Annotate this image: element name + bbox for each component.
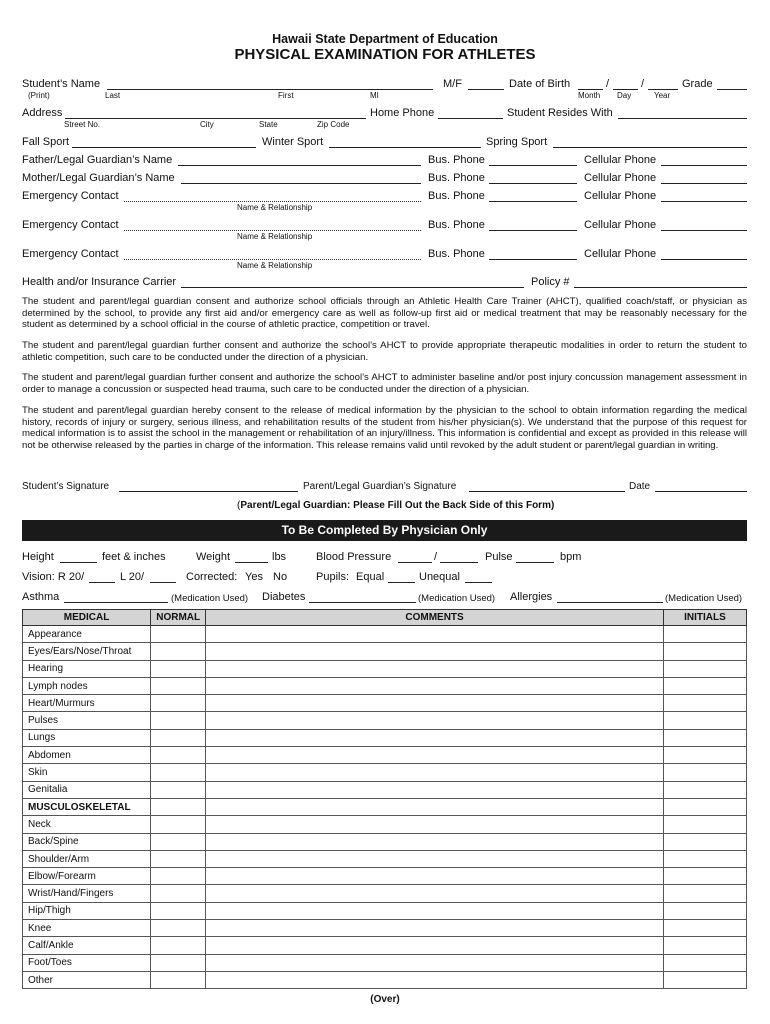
table-row [23,764,747,781]
pulse-label: Pulse [485,551,513,563]
emergency-1-cell-field[interactable] [661,201,747,202]
exam-item-label: Hearing [23,660,151,677]
normal-cell[interactable] [151,798,206,815]
exam-item-label: Abdomen [23,747,151,764]
comments-cell[interactable] [206,764,664,781]
emergency-3-bus-field[interactable] [489,259,577,260]
normal-cell[interactable] [151,850,206,867]
emergency-2-label: Emergency Contact [22,219,119,231]
parent-signature-label: Parent/Legal Guardian’s Signature [303,481,457,492]
policy-field[interactable] [574,287,747,288]
emergency-1-bus-field[interactable] [489,201,577,202]
table-row [23,937,747,954]
emergency-3-hint: Name & Relationship [237,261,313,270]
table-header-row [23,610,747,626]
weight-label: Weight [196,551,231,563]
emergency-3-cell-label: Cellular Phone [584,248,657,260]
exam-item-label: Eyes/Ears/Nose/Throat [23,643,151,660]
normal-cell[interactable] [151,626,206,643]
over-note: (Over) [370,994,400,1005]
pulse-field[interactable] [516,562,554,563]
comments-cell[interactable] [206,677,664,694]
exam-item-label: Wrist/Hand/Fingers [23,885,151,902]
dob-slash-1: / [606,78,610,90]
normal-cell[interactable] [151,781,206,798]
comments-cell[interactable] [206,626,664,643]
allergies-field[interactable] [557,602,663,603]
initials-cell[interactable] [663,781,746,798]
normal-cell[interactable] [151,816,206,833]
back-side-note-paren: ( [237,500,241,511]
initials-cell[interactable] [663,695,746,712]
initials-cell[interactable] [663,850,746,867]
state-hint: State [259,120,278,129]
table-row [23,677,747,694]
initials-cell[interactable] [663,833,746,850]
winter-sport-field[interactable] [329,147,481,148]
table-row [23,781,747,798]
exam-item-label: Neck [23,816,151,833]
vision-right-field[interactable] [89,582,115,583]
header-normal: NORMAL [151,610,206,626]
table-row [23,868,747,885]
comments-cell[interactable] [206,781,664,798]
address-label: Address [22,107,63,119]
physician-only-banner: To Be Completed By Physician Only [22,520,747,541]
initials-cell[interactable] [663,626,746,643]
zip-hint: Zip Code [317,120,350,129]
exam-item-label: Genitalia [23,781,151,798]
month-hint: Month [578,91,601,100]
normal-cell[interactable] [151,643,206,660]
address-field[interactable] [65,118,366,119]
initials-cell[interactable] [663,816,746,833]
father-bus-phone-label: Bus. Phone [428,154,485,166]
bpm-label: bpm [560,551,582,563]
fall-sport-field[interactable] [72,147,256,148]
date-label: Date [629,481,651,492]
initials-cell[interactable] [663,868,746,885]
back-side-note [237,500,554,511]
table-row [23,971,747,988]
table-row [23,626,747,643]
normal-cell[interactable] [151,937,206,954]
allergies-medication-label: (Medication Used) [665,593,743,604]
comments-cell[interactable] [206,971,664,988]
comments-cell[interactable] [206,798,664,815]
allergies-label: Allergies [510,591,553,603]
normal-cell[interactable] [151,902,206,919]
table-row [23,798,747,815]
vision-left-field[interactable] [150,582,176,583]
initials-cell[interactable] [663,764,746,781]
pupils-equal-label: Equal [356,571,385,583]
winter-sport-label: Winter Sport [262,136,324,148]
emergency-1-bus-label: Bus. Phone [428,190,485,202]
initials-cell[interactable] [663,798,746,815]
date-field[interactable] [655,491,747,492]
normal-cell[interactable] [151,660,206,677]
dob-day-field[interactable] [613,89,638,90]
table-row [23,816,747,833]
table-row [23,695,747,712]
exam-item-label: Back/Spine [23,833,151,850]
table-row [23,660,747,677]
emergency-1-hint: Name & Relationship [237,203,313,212]
normal-cell[interactable] [151,868,206,885]
pupils-equal-field[interactable] [388,582,415,583]
table-row [23,712,747,729]
bp-slash: / [434,551,438,563]
vision-right-label: Vision: R 20/ [22,571,85,583]
corrected-yes-option[interactable]: Yes [245,571,263,583]
table-row [23,902,747,919]
normal-cell[interactable] [151,747,206,764]
table-row [23,920,747,937]
table-row [23,885,747,902]
comments-cell[interactable] [206,816,664,833]
table-row [23,833,747,850]
comments-cell[interactable] [206,747,664,764]
pupils-unequal-field[interactable] [465,582,492,583]
emergency-1-label: Emergency Contact [22,190,119,202]
resides-with-field[interactable] [618,118,747,119]
exam-item-label: Shoulder/Arm [23,850,151,867]
normal-cell[interactable] [151,833,206,850]
home-phone-field[interactable] [438,118,503,119]
mother-bus-phone-label: Bus. Phone [428,172,485,184]
exam-item-label: Pulses [23,712,151,729]
emergency-2-cell-label: Cellular Phone [584,219,657,231]
father-bus-phone-field[interactable] [489,165,577,166]
exam-item-label: Elbow/Forearm [23,868,151,885]
emergency-3-field[interactable] [124,259,421,260]
initials-cell[interactable] [663,729,746,746]
parent-signature-field[interactable] [469,491,625,492]
student-signature-field[interactable] [119,491,298,492]
spring-sport-field[interactable] [553,147,747,148]
policy-label: Policy # [531,276,570,288]
normal-cell[interactable] [151,971,206,988]
normal-cell[interactable] [151,920,206,937]
medical-exam-table [22,609,747,989]
initials-cell[interactable] [663,747,746,764]
table-row [23,850,747,867]
comments-cell[interactable] [206,902,664,919]
father-cell-label: Cellular Phone [584,154,657,166]
day-hint: Day [617,91,632,100]
comments-cell[interactable] [206,833,664,850]
pupils-label: Pupils: [316,571,350,583]
height-label: Height [22,551,54,563]
vision-left-label: L 20/ [120,571,145,583]
normal-cell[interactable] [151,695,206,712]
table-row [23,747,747,764]
corrected-label: Corrected: [186,571,238,583]
exam-item-label: Calf/Ankle [23,937,151,954]
insurance-field[interactable] [181,287,524,288]
asthma-label: Asthma [22,591,60,603]
dob-year-field[interactable] [648,89,678,90]
exam-item-label: Lungs [23,729,151,746]
city-hint: City [200,120,214,129]
blood-pressure-label: Blood Pressure [316,551,392,563]
corrected-no-option[interactable]: No [273,571,288,583]
fall-sport-label: Fall Sport [22,136,70,148]
asthma-field[interactable] [64,602,168,603]
resides-with-label: Student Resides With [507,107,613,119]
header-medical: MEDICAL [23,610,151,626]
dob-month-field[interactable] [578,89,603,90]
normal-cell[interactable] [151,764,206,781]
consent-paragraph-1: The student and parent/legal guardian consent and authorize school officials through an Athletic Health Care Trainer (AHCT), qualified coach/staff, or physician as determined by the school, to provide any first aid and/or emergency care as well as follow-up first aid or medical treatment that may be reasonably necessary for the student as determined by a school official in the course of athletic practice, competition or travel. [22,296,747,330]
diabetes-medication-label: (Medication Used) [418,593,496,604]
emergency-2-field[interactable] [124,230,421,231]
comments-cell[interactable] [206,954,664,971]
mi-hint: MI [370,91,379,100]
normal-cell[interactable] [151,954,206,971]
grade-field[interactable] [717,89,747,90]
header-comments: COMMENTS [206,610,664,626]
initials-cell[interactable] [663,971,746,988]
emergency-3-cell-field[interactable] [661,259,747,260]
header-initials: INITIALS [663,610,746,626]
comments-cell[interactable] [206,643,664,660]
first-hint: First [278,91,294,100]
exam-item-label: Appearance [23,626,151,643]
bp-systolic-field[interactable] [398,562,432,563]
last-hint: Last [105,91,121,100]
height-field[interactable] [60,562,97,563]
student-name-field[interactable] [107,89,433,90]
emergency-1-field[interactable] [124,201,421,202]
mother-bus-phone-field[interactable] [489,183,577,184]
feet-inches-label: feet & inches [102,551,166,563]
spring-sport-label: Spring Sport [486,136,548,148]
exam-item-label: Hip/Thigh [23,902,151,919]
comments-cell[interactable] [206,920,664,937]
comments-cell[interactable] [206,660,664,677]
asthma-medication-label: (Medication Used) [171,593,249,604]
lbs-label: lbs [272,551,287,563]
insurance-label: Health and/or Insurance Carrier [22,276,177,288]
mother-cell-field[interactable] [661,183,747,184]
father-cell-field[interactable] [661,165,747,166]
emergency-3-label: Emergency Contact [22,248,119,260]
comments-cell[interactable] [206,712,664,729]
emergency-2-bus-label: Bus. Phone [428,219,485,231]
exam-item-label: Knee [23,920,151,937]
initials-cell[interactable] [663,712,746,729]
table-row [23,954,747,971]
print-hint: (Print) [28,91,50,100]
student-signature-label: Student’s Signature [22,481,110,492]
mother-cell-label: Cellular Phone [584,172,657,184]
emergency-1-cell-label: Cellular Phone [584,190,657,202]
mother-label: Mother/Legal Guardian’s Name [22,172,175,184]
emergency-2-bus-field[interactable] [489,230,577,231]
table-row [23,643,747,660]
street-hint: Street No. [64,120,101,129]
father-label: Father/Legal Guardian’s Name [22,154,173,166]
initials-cell[interactable] [663,885,746,902]
mf-label: M/F [443,78,462,90]
initials-cell[interactable] [663,954,746,971]
comments-cell[interactable] [206,885,664,902]
home-phone-label: Home Phone [370,107,435,119]
normal-cell[interactable] [151,677,206,694]
exam-item-label: MUSCULOSKELETAL [23,798,151,815]
emergency-2-hint: Name & Relationship [237,232,313,241]
consent-paragraph-4: The student and parent/legal guardian hereby consent to the release of medical information by the physician to the school to obtain information regarding the medical history, records of injury or surgery, serious illness, and rehabilitation results of the student from his/her physician(s). We understand that the purpose of this request for medical information is to assist the school in the management or rehabilitation of an injury/illness. This information is confidential and except as provided in this release will not be otherwise released by the parties in charge of the information. This release remains valid until revoked by the adult student or parent/legal guardian in writing. [22,405,747,451]
mf-field[interactable] [468,89,504,90]
emergency-3-bus-label: Bus. Phone [428,248,485,260]
initials-cell[interactable] [663,937,746,954]
comments-cell[interactable] [206,850,664,867]
consent-paragraph-3: The student and parent/legal guardian further consent and authorize the school’s AHCT to administer baseline and/or post injury concussion management assessment in order to manage a concussion or suspected head trauma, such care to be conducted under the direction of a physician. [22,372,747,395]
exam-item-label: Other [23,971,151,988]
diabetes-field[interactable] [309,602,416,603]
department-name: Hawaii State Department of Education [272,32,498,46]
comments-cell[interactable] [206,729,664,746]
initials-cell[interactable] [663,643,746,660]
emergency-2-cell-field[interactable] [661,230,747,231]
mother-field[interactable] [181,183,421,184]
initials-cell[interactable] [663,902,746,919]
table-row [23,729,747,746]
comments-cell[interactable] [206,868,664,885]
dob-label: Date of Birth [509,78,571,90]
back-side-note-text: Parent/Legal Guardian: Please Fill Out the Back Side of this Form) [240,500,555,511]
normal-cell[interactable] [151,729,206,746]
form-title: PHYSICAL EXAMINATION FOR ATHLETES [234,46,536,63]
initials-cell[interactable] [663,660,746,677]
normal-cell[interactable] [151,885,206,902]
father-field[interactable] [178,165,421,166]
pupils-unequal-label: Unequal [419,571,460,583]
consent-paragraph-2: The student and parent/legal guardian further consent and authorize the school’s AHCT to provide appropriate therapeutic modalities in order to return the student to athletic competition, such care to be conducted under the direction of a physician. [22,340,747,363]
diabetes-label: Diabetes [262,591,306,603]
bp-diastolic-field[interactable] [440,562,478,563]
exam-item-label: Foot/Toes [23,954,151,971]
comments-cell[interactable] [206,695,664,712]
exam-item-label: Skin [23,764,151,781]
exam-item-label: Heart/Murmurs [23,695,151,712]
grade-label: Grade [682,78,713,90]
normal-cell[interactable] [151,712,206,729]
initials-cell[interactable] [663,920,746,937]
comments-cell[interactable] [206,937,664,954]
exam-item-label: Lymph nodes [23,677,151,694]
dob-slash-2: / [641,78,645,90]
weight-field[interactable] [235,562,268,563]
initials-cell[interactable] [663,677,746,694]
year-hint: Year [654,91,671,100]
student-name-label: Student’s Name [22,78,101,90]
